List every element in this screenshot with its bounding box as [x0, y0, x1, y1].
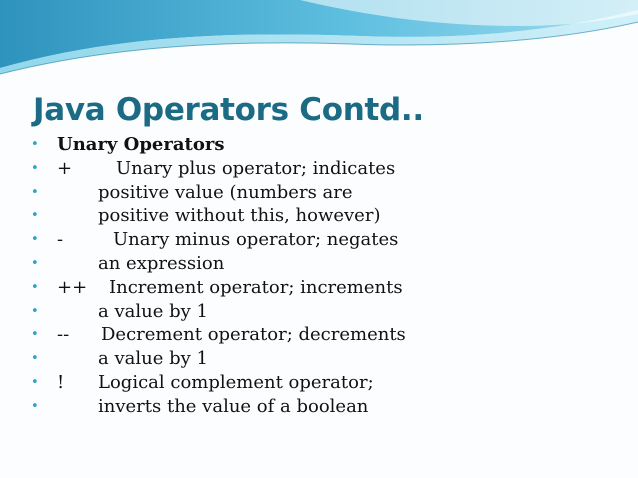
bullet-icon: • — [31, 279, 39, 295]
header-wave-decoration — [0, 0, 638, 80]
bullet-text: Increment operator; increments — [109, 276, 403, 298]
bullet-text: a value by 1 — [98, 348, 208, 370]
bullet-icon: • — [31, 232, 39, 248]
bullet-icon: • — [31, 327, 39, 343]
slide-title: Java Operators Contd.. — [33, 92, 424, 128]
bullet-text: an expression — [98, 252, 225, 274]
bullet-text: Unary minus operator; negates — [113, 229, 399, 251]
operator-symbol: -- — [57, 324, 70, 346]
bullet-icon: • — [31, 398, 39, 414]
bullet-text: inverts the value of a boolean — [98, 395, 369, 417]
bullet-text: Unary plus operator; indicates — [116, 157, 396, 179]
bullet-icon: • — [31, 208, 39, 224]
bullet-text: positive without this, however) — [98, 205, 381, 227]
bullet-icon: • — [31, 303, 39, 319]
bullet-text: Logical complement operator; — [98, 371, 374, 393]
operator-symbol: ! — [57, 371, 65, 393]
operator-symbol: - — [57, 229, 64, 251]
bullet-icon: • — [31, 137, 39, 152]
bullet-text: Unary Operators — [57, 134, 225, 155]
bullet-icon: • — [31, 351, 39, 367]
bullet-text: Decrement operator; decrements — [101, 324, 406, 346]
bullet-icon: • — [31, 374, 39, 390]
bullet-icon: • — [31, 160, 39, 176]
bullet-text: a value by 1 — [98, 300, 208, 322]
bullet-icon: • — [31, 255, 39, 271]
bullet-text: positive value (numbers are — [98, 181, 353, 203]
operator-symbol: + — [57, 157, 73, 179]
bullet-icon: • — [31, 184, 39, 200]
operator-symbol: ++ — [57, 276, 88, 298]
